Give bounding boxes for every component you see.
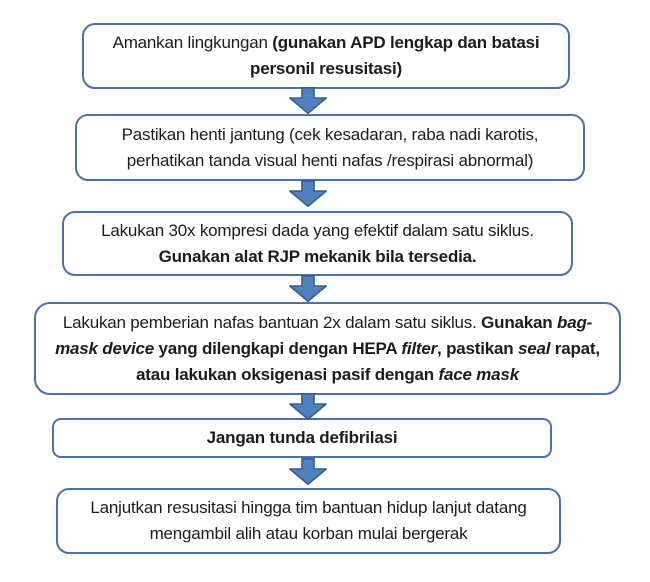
step-lanjutkan-resusitasi	[56, 488, 561, 554]
text-segment: face mask	[438, 364, 519, 384]
text-segment: Gunakan alat RJP mekanik bila tersedia.	[158, 246, 477, 266]
step-pastikan-henti-jantung	[75, 114, 585, 181]
text-segment: filter	[401, 338, 438, 358]
step-kompresi-dada	[62, 211, 573, 276]
text-segment: yang dilengkapi dengan HEPA	[154, 338, 402, 358]
text-segment: bag-mask device	[55, 312, 593, 358]
text-segment: Lakukan pemberian nafas bantuan 2x dalam satu siklus.	[62, 312, 482, 332]
down-arrow-icon	[288, 275, 328, 302]
down-arrow-icon	[288, 180, 328, 207]
step-amankan-lingkungan	[82, 23, 570, 89]
text-segment: rapat, atau lakukan oksigenasi pasif dengan	[136, 338, 600, 384]
down-arrow-icon	[288, 393, 328, 420]
step-jangan-tunda-defibrilasi	[52, 418, 552, 458]
step-kompresi-dada-text	[98, 218, 537, 270]
step-nafas-bantuan-text	[50, 310, 605, 388]
text-segment: (gunakan APD lengkap dan batasi personil resusitasi)	[250, 33, 540, 78]
text-segment: Lakukan 30x kompresi dada yang efektif dalam satu siklus.	[101, 220, 534, 240]
step-jangan-tunda-defibrilasi-text	[66, 425, 538, 451]
step-lanjutkan-resusitasi-text	[78, 495, 539, 547]
down-arrow-icon	[288, 458, 328, 485]
text-segment: Gunakan	[481, 312, 558, 332]
text-segment: Jangan tunda defibrilasi	[206, 428, 398, 447]
text-segment: seal	[517, 338, 551, 358]
down-arrow-icon	[288, 87, 328, 114]
text-segment: Pastikan henti jantung (cek kesadaran, raba nadi karotis, perhatikan tanda visual henti nafas /respirasi abnormal)	[121, 124, 539, 170]
text-segment: Amankan lingkungan	[112, 33, 273, 52]
step-pastikan-henti-jantung-text	[87, 122, 573, 174]
text-segment: Lanjutkan resusitasi hingga tim bantuan hidup lanjut datang mengambil alih atau korban mulai bergerak	[90, 498, 527, 543]
step-amankan-lingkungan-text	[96, 30, 556, 82]
step-nafas-bantuan	[34, 302, 621, 395]
text-segment: , pastikan	[437, 338, 518, 358]
